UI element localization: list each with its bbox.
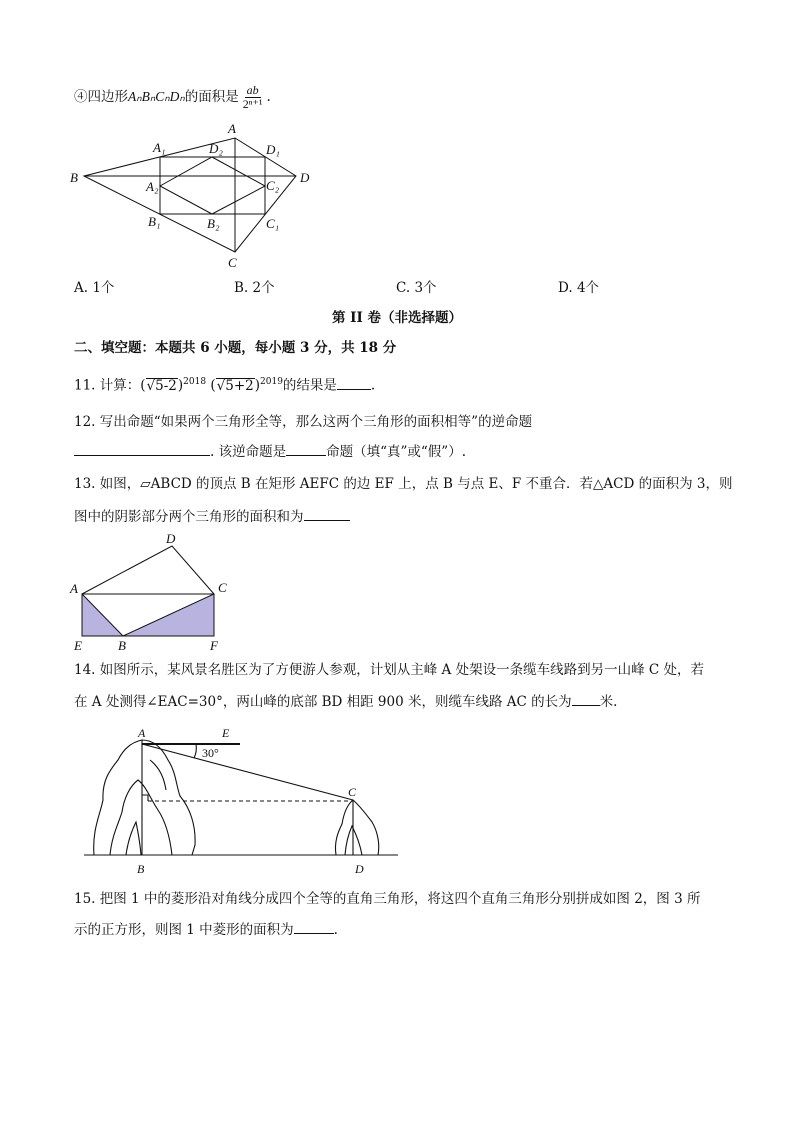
label-B: B [70,170,78,185]
option-c[interactable]: C. 3个 [396,280,437,296]
question-12-line2: . 该逆命题是 命题（填“真”或“假”）. [74,441,466,462]
label-B: B [137,862,145,876]
question-15-line1: 15. 把图 1 中的菱形沿对角线分成四个全等的直角三角形，将这四个直角三角形分别拼成如图 2，图 3 所 [74,891,701,907]
fraction-numerator: ab [246,83,259,97]
part2-title: 二、填空题：本题共 6 小题，每小题 3 分，共 18 分 [74,340,397,356]
q12-converse-blank[interactable] [74,441,210,456]
option-b[interactable]: B. 2个 [234,280,275,296]
q11-base1: √5-2 [146,377,177,394]
option-a[interactable]: A. 1个 [74,280,115,296]
q12-truth-blank[interactable] [286,441,326,456]
right-mountain-outline [335,800,378,855]
label-B1: B₁ [148,214,161,229]
label-B: B [118,638,126,653]
rect-A1B1C1D1 [160,157,265,214]
label-A: A [228,121,236,136]
item4-statement [74,84,271,111]
item4-prefix: ④四边形 [74,89,128,105]
question-12-line1: 12. 写出命题“如果两个三角形全等，那么这两个三角形的面积相等”的逆命题 [74,414,533,430]
question-14-line2: 在 A 处测得∠EAC=30°，两山峰的底部 BD 相距 900 米，则缆车线路 AC 的长为 米. [74,691,617,712]
q11-answer-blank[interactable] [337,375,371,390]
label-angle: 30° [202,746,219,760]
label-C2: C₂ [266,178,280,193]
figure-cable-car [80,720,400,880]
quad-ABCD [84,138,296,252]
q11-base2: √5+2 [216,377,254,394]
label-A2: A₂ [146,179,159,194]
label-B2: B₂ [207,216,220,231]
question-11: 11. 计算：$(√5-2)^{2018}$ $(√5+2)^{2019}$的结果是 . [74,372,375,396]
item4-mid: 的面积是 [184,89,239,105]
fraction-denominator: 2ⁿ⁺¹ [242,97,263,111]
label-A: A [70,581,78,596]
label-D2: D₂ [209,141,223,156]
label-C: C [218,580,227,595]
label-E: E [74,638,82,653]
item4-end: . [266,89,271,105]
question-13-line1: 13. 如图，▱ABCD 的顶点 B 在矩形 AEFC 的边 EF 上，点 B 与点 E、F 不重合．若△ACD 的面积为 3，则 [74,476,733,492]
q14-answer-blank[interactable] [572,691,600,706]
label-E: E [222,726,230,740]
q13-answer-blank[interactable] [304,506,350,521]
label-A: A [138,726,146,740]
left-mountain-outline [94,740,195,855]
label-D: D [355,862,364,876]
label-C: C [348,785,357,799]
label-A1: A₁ [153,140,166,155]
section-title: 第 II 卷（非选择题） [331,310,463,326]
q11-exp1: 2018 [183,377,207,387]
q15-answer-blank[interactable] [294,919,334,934]
question-13-line2: 图中的阴影部分两个三角形的面积和为 [74,506,350,527]
label-D1: D₁ [266,142,280,157]
angle-arc [194,744,196,758]
item4-fraction [241,84,265,111]
right-angle-mark [142,795,148,801]
label-F: F [210,638,218,653]
label-D: D [300,170,310,185]
figure-quadrilateral [60,118,330,273]
q11-exp2: 2019 [260,377,283,387]
label-C: C [228,255,237,270]
left-mountain-core [126,822,141,855]
question-15-line2: 示的正方形，则图 1 中菱形的面积为 . [74,919,338,940]
question-14-line1: 14. 如图所示，某风景名胜区为了方便游人参观，计划从主峰 A 处架设一条缆车线路到另一山峰 C 处，若 [74,662,705,678]
rhombus-A2B2C2D2 [160,157,265,214]
left-mountain-inner [110,780,172,855]
figure-parallelogram-rectangle [66,528,236,653]
option-d[interactable]: D. 4个 [558,280,600,296]
label-D: D [166,531,176,546]
item4-quad: AₙBₙCₙDₙ [128,89,185,104]
left-mountain-ridge [150,760,166,790]
label-C1: C₁ [266,216,280,231]
